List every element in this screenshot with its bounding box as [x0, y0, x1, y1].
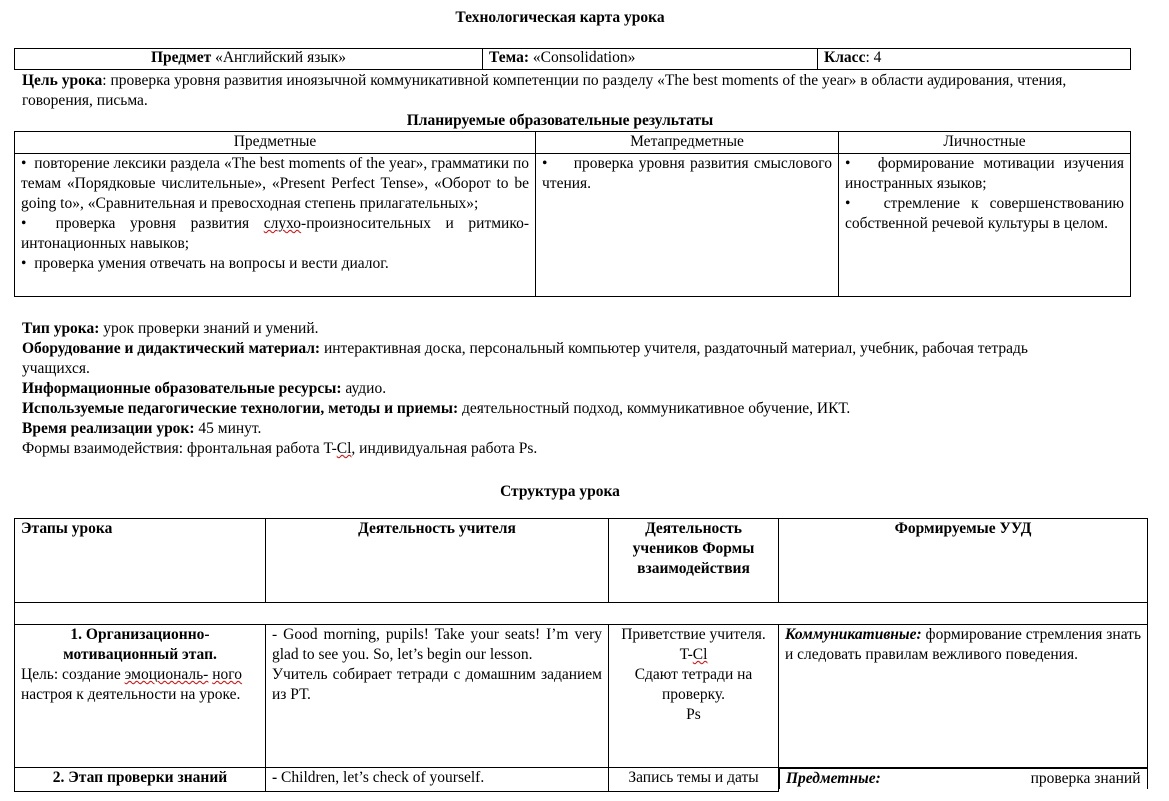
personal-results: • формирование мотивации изучения иностранных языков; • стремление к совершенствованию собственной речевой культуры в целом. [839, 154, 1131, 297]
lesson-info: Тип урока: урок проверки знаний и умений. Оборудование и дидактический материал: интерактивная доска, персональный компьютер учителя, раздаточный материал, учебник, рабочая тетрадь учащихся. Информационные образовательные ресурсы: аудио. Используемые педагогические технологии, методы и приемы: деятельностный подход, коммуникативное обучение, ИКТ. Время реализации урок: 45 минут. Формы взаимодействия: фронтальная работа T-Cl, индивидуальная работа Ps. [22, 320, 1028, 457]
table-row: 2. Этап проверки знаний - Children, let’s check of yourself. Запись темы и даты Предметные: проверка знаний [15, 768, 1148, 792]
table-row: 1. Организационно-мотивационный этап. Цель: создание эмоциональ- ного настроя к деятельности на уроке. - Good morning, pupils! Take your seats! I’m very glad to see you. So, let’s begin our lesson. Учитель собирает тетради с домашним заданием из РТ. Приветствие учителя. T-Cl Сдают тетради на проверку. Ps Коммуникативные: формирование стремления знать и следовать правилам вежливого поведения. [15, 625, 1148, 768]
subject-results: • повторение лексики раздела «The best moments of the year», грамматики по темам «Порядковые числительные», «Present Perfect Tense», «Оборот to be going to», «Сравнительная и превосходная степень прилагательных»; • проверка уровня развития слухо-произносительных и ритмико-интонационных навыков; • проверка умения отвечать на вопросы и вести диалог. [15, 154, 536, 297]
meta-results: • проверка уровня развития смыслового чтения. [536, 154, 839, 297]
results-title: Планируемые образовательные результаты [406, 112, 714, 129]
structure-table: Этапы урока Деятельность учителя Деятельность учеников Формы взаимодействия Формируемые УУД 1. Организационно-мотивационный этап. Цель: создание эмоциональ- ного настроя к деятельности на уроке. - Good morning, pupils! Take your seats! I’m very glad to see you. So, let’s begin our lesson. Учитель собирает тетради с домашним заданием из РТ. Приветствие учителя. T-Cl Сдают тетради на проверку. Ps Коммуникативные: формирование стремления знать и следовать правилам вежливого поведения. 2. Этап проверки знаний - Children, let’s check of yourself. Запись темы и даты Предметные: проверка знаний [14, 518, 1148, 792]
lesson-goal: Цель урока: проверка уровня развития иноязычной коммуникативной компетенции по разделу «The best moments of the year» в области аудирования, чтения, говорения, письма. [22, 72, 1067, 109]
page-title: Технологическая карта урока [455, 9, 665, 26]
structure-title: Структура урока [500, 483, 620, 500]
results-table: Предметные Метапредметные Личностные • повторение лексики раздела «The best moments of the year», грамматики по темам «Порядковые числительные», «Present Perfect Tense», «Оборот to be going to», «Сравнительная и превосходная степень прилагательных»; • проверка уровня развития слухо-произносительных и ритмико-интонационных навыков; • проверка умения отвечать на вопросы и вести диалог. • проверка уровня развития смыслового чтения. • формирование мотивации изучения иностранных языков; • стремление к совершенствованию собственной речевой культуры в целом. [14, 131, 1131, 297]
header-table: Предмет «Английский язык» Тема: «Consolidation» Класс: 4 [14, 48, 1131, 70]
